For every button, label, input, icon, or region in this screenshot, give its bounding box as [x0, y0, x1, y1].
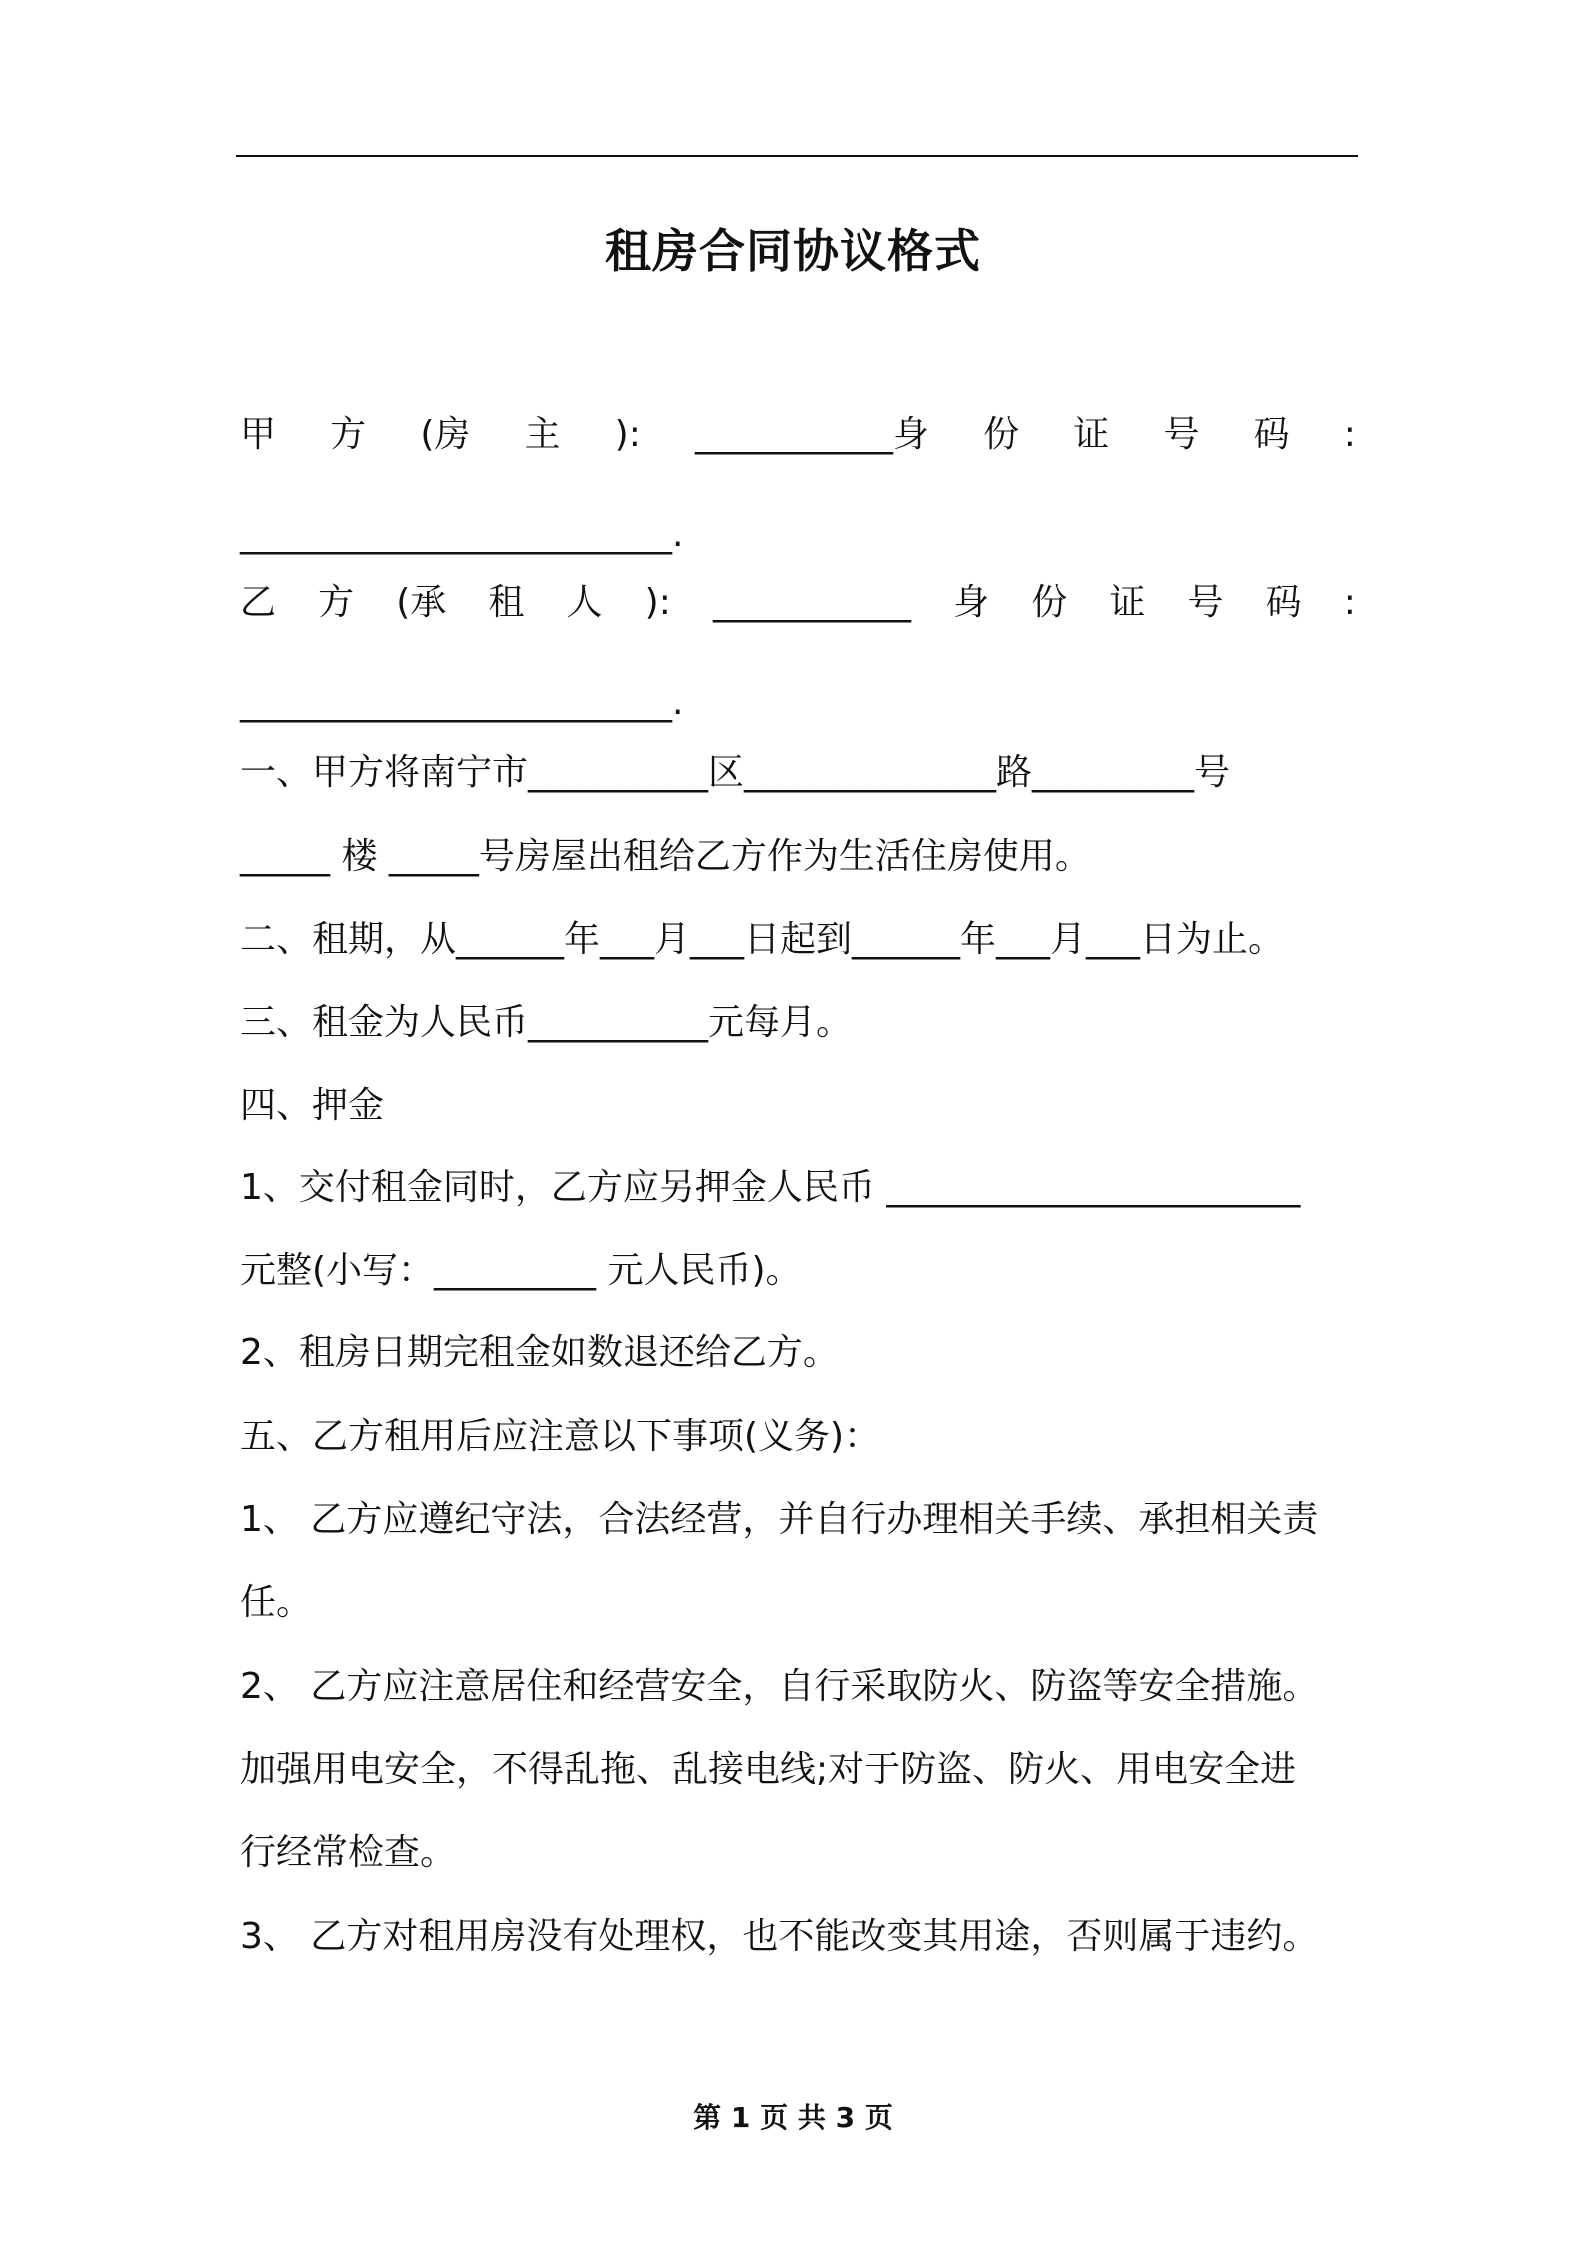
clause-5-2-line-1: 2、 乙方应注意居住和经营安全，自行采取防火、防盗等安全措施。 [240, 1666, 1319, 1707]
clause-4-1-line-2: 元整(小写：_________ 元人民币)。 [240, 1250, 802, 1291]
clause-5-3-line-1: 3、 乙方对租用房没有处理权，也不能改变其用途，否则属于违约。 [240, 1916, 1319, 1957]
party-b-part: 身 [953, 582, 990, 623]
party-b-part: (承 [396, 582, 447, 623]
party-b-part: : [1343, 582, 1356, 623]
clause-5-heading: 五、乙方租用后应注意以下事项(义务)： [240, 1416, 881, 1457]
party-a-part: 码 [1253, 414, 1290, 455]
party-b-line [240, 578, 1356, 628]
clause-4-heading: 四、押金 [240, 1085, 385, 1126]
clause-5-1-line-2: 任。 [240, 1582, 313, 1623]
document-title: 租房合同协议格式 [605, 224, 981, 278]
party-a-part: ): [614, 414, 641, 455]
clause-5-1-line-1: 1、 乙方应遵纪守法，合法经营，并自行办理相关手续、承担相关责 [240, 1499, 1319, 1540]
party-b-part: 号 [1187, 582, 1224, 623]
clause-5-2-line-2: 加强用电安全，不得乱拖、乱接电线;对于防盗、防火、用电安全进 [240, 1749, 1297, 1790]
party-b-part: 方 [318, 582, 355, 623]
clause-1-line-2: _____ 楼 _____号房屋出租给乙方作为生活住房使用。 [240, 836, 1091, 877]
header-rule [236, 155, 1358, 157]
party-b-part: 租 [488, 582, 525, 623]
party-b-part: 乙 [240, 582, 277, 623]
clause-5-2-line-3: 行经常检查。 [240, 1832, 457, 1873]
party-a-part: 方 [330, 414, 367, 455]
party-b-part: 人 [566, 582, 603, 623]
party-b-part: 证 [1109, 582, 1146, 623]
party-b-part: ___________ [712, 582, 911, 623]
party-a-part: (房 [420, 414, 471, 455]
party-a-part: 号 [1163, 414, 1200, 455]
party-a-id-line: ________________________. [240, 514, 684, 555]
party-b-id-line: ________________________. [240, 682, 684, 723]
clause-1-line-1: 一、甲方将南宁市__________区______________路_________号 [240, 752, 1231, 793]
clause-4-1-line-1: 1、交付租金同时，乙方应另押金人民币 _______________________ [240, 1167, 1301, 1208]
party-b-part: ): [644, 582, 671, 623]
party-a-part: : [1343, 414, 1356, 455]
page-footer: 第 1 页 共 3 页 [693, 2101, 893, 2134]
party-b-part: 码 [1265, 582, 1302, 623]
party-a-part: 甲 [240, 414, 277, 455]
party-a-part: 证 [1073, 414, 1110, 455]
party-a-part: 份 [983, 414, 1020, 455]
clause-2: 二、租期，从______年___月___日起到______年___月___日为止。 [240, 919, 1285, 960]
party-a-line [240, 410, 1356, 460]
clause-4-2: 2、租房日期完租金如数退还给乙方。 [240, 1332, 839, 1373]
clause-3: 三、租金为人民币__________元每月。 [240, 1002, 853, 1043]
party-b-part: 份 [1031, 582, 1068, 623]
party-a-part: 主 [524, 414, 561, 455]
party-a-part: ___________身 [694, 414, 929, 455]
